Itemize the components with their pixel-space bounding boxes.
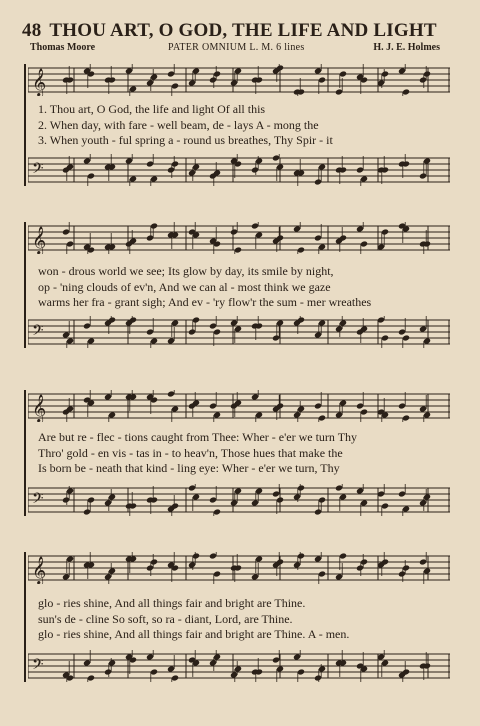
staff-lines xyxy=(28,484,450,516)
lyric-verse-1: glo - ries shine, And all things fair and bright are Thine. xyxy=(38,596,306,610)
lyrics-block xyxy=(38,102,448,149)
staff-lines xyxy=(28,222,450,254)
hymn-number: 48 xyxy=(22,20,42,41)
lyric-verse-2: Thro' gold - en vis - tas in - to heav'n, Those hues that make the xyxy=(38,445,343,460)
staff-lines xyxy=(28,64,450,96)
staff-lines xyxy=(28,316,450,348)
staff-lines xyxy=(28,390,450,422)
bass-staff xyxy=(28,316,450,348)
treble-staff xyxy=(28,390,450,422)
lyrics-block xyxy=(38,264,448,311)
lyric-verse-2: op - 'ning clouds of ev'n, And we can al - most think we gaze xyxy=(38,279,331,294)
bass-staff xyxy=(28,154,450,186)
staff-lines xyxy=(28,650,450,682)
lyrics-block xyxy=(38,430,448,477)
lyric-verse-2: 2. When day, with fare - well beam, de - lays A - mong the xyxy=(38,117,319,132)
tune-name: PATER OMNIUM L. M. 6 lines xyxy=(168,42,305,53)
bass-clef-icon: 𝄢 xyxy=(32,322,44,343)
composer-name: H. J. E. Holmes xyxy=(373,42,440,53)
treble-clef-icon: 𝄞 xyxy=(32,556,47,584)
lyric-verse-3: 3. When youth - ful spring a - round us breathes, Thy Spir - it xyxy=(38,133,333,147)
bass-clef-icon: 𝄢 xyxy=(32,160,44,181)
bass-clef-icon: 𝄢 xyxy=(32,656,44,677)
bass-staff xyxy=(28,484,450,516)
hymn-title: THOU ART, O GOD, THE LIFE AND LIGHT xyxy=(49,20,437,41)
lyric-verse-1: Are but re - flec - tions caught from Thee: Wher - e'er we turn Thy xyxy=(38,430,358,444)
hymn-header xyxy=(22,20,462,42)
lyrics-block xyxy=(38,596,448,643)
staff-lines xyxy=(28,552,450,584)
treble-staff xyxy=(28,64,450,96)
bass-clef-icon: 𝄢 xyxy=(32,490,44,511)
treble-clef-icon: 𝄞 xyxy=(32,394,47,422)
hymn-title-line xyxy=(22,20,462,42)
lyric-verse-3: Is born be - neath that kind - ling eye: Wher - e'er we turn, Thy xyxy=(38,461,340,475)
lyric-verse-2: sun's de - cline So soft, so ra - diant, Lord, are Thine. xyxy=(38,611,293,626)
bass-staff xyxy=(28,650,450,682)
lyric-verse-3: warms her fra - grant sigh; And ev - 'ry flow'r the sum - mer wreathes xyxy=(38,295,372,309)
lyric-verse-1: 1. Thou art, O God, the life and light Of all this xyxy=(38,102,266,116)
treble-clef-icon: 𝄞 xyxy=(32,68,47,96)
staff-lines xyxy=(28,154,450,186)
author-name: Thomas Moore xyxy=(30,42,96,53)
treble-staff xyxy=(28,552,450,584)
lyric-verse-1: won - drous world we see; Its glow by day, its smile by night, xyxy=(38,264,334,278)
treble-clef-icon: 𝄞 xyxy=(32,226,47,254)
treble-staff xyxy=(28,222,450,254)
lyric-verse-3: glo - ries shine, And all things fair and bright are Thine. A - men. xyxy=(38,627,350,641)
